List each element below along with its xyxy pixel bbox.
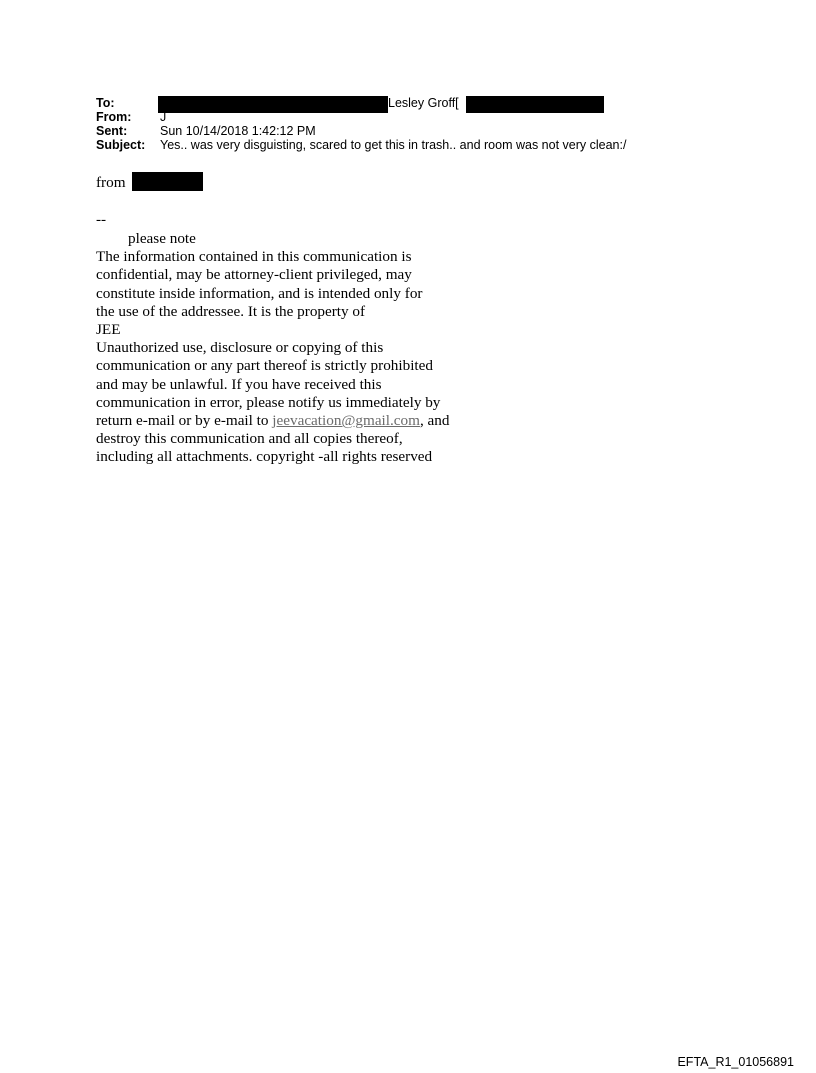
signature-line: Unauthorized use, disclosure or copying of this [96, 339, 384, 357]
sent-label: Sent: [96, 124, 128, 138]
subject-value: Yes.. was very disguisting, scared to get this in trash.. and room was not very clean:/ [160, 138, 627, 152]
signature-note: please note [128, 230, 196, 247]
redaction-bar [158, 96, 388, 113]
to-label: To: [96, 96, 115, 110]
signature-line: JEE [96, 321, 121, 339]
redaction-bar [132, 172, 203, 191]
signature-line: and may be unlawful. If you have received this [96, 375, 382, 393]
document-id: EFTA_R1_01056891 [677, 1055, 794, 1069]
to-name: Lesley Groff[ [388, 96, 459, 110]
from-label: From: [96, 110, 132, 124]
from-value: J [160, 110, 167, 124]
signature-line: the use of the addressee. It is the property of [96, 302, 366, 320]
signature-block [96, 230, 449, 467]
email-link[interactable]: jeevacation@gmail.com [272, 412, 420, 430]
subject-label: Subject: [96, 138, 146, 152]
signature-line: destroy this communication and all copies thereof, [96, 430, 403, 448]
body-from-line [96, 174, 126, 192]
email-line-suffix: , and [419, 412, 450, 430]
signature-line: The information contained in this communication is [96, 248, 412, 266]
email-line-prefix: return e-mail or by e-mail to [96, 412, 273, 430]
redaction-bar [466, 96, 604, 113]
signature-line: confidential, may be attorney-client privileged, may [96, 266, 412, 284]
sent-value: Sun 10/14/2018 1:42:12 PM [160, 124, 316, 138]
signature-separator: -- [96, 211, 107, 228]
signature-line: constitute inside information, and is intended only for [96, 284, 423, 302]
body-from-text: from [96, 174, 126, 191]
signature-line: communication or any part thereof is strictly prohibited [96, 357, 433, 375]
signature-email-line [96, 412, 449, 430]
signature-line: including all attachments. copyright -all rights reserved [96, 448, 433, 466]
signature-line: communication in error, please notify us immediately by [96, 393, 441, 411]
